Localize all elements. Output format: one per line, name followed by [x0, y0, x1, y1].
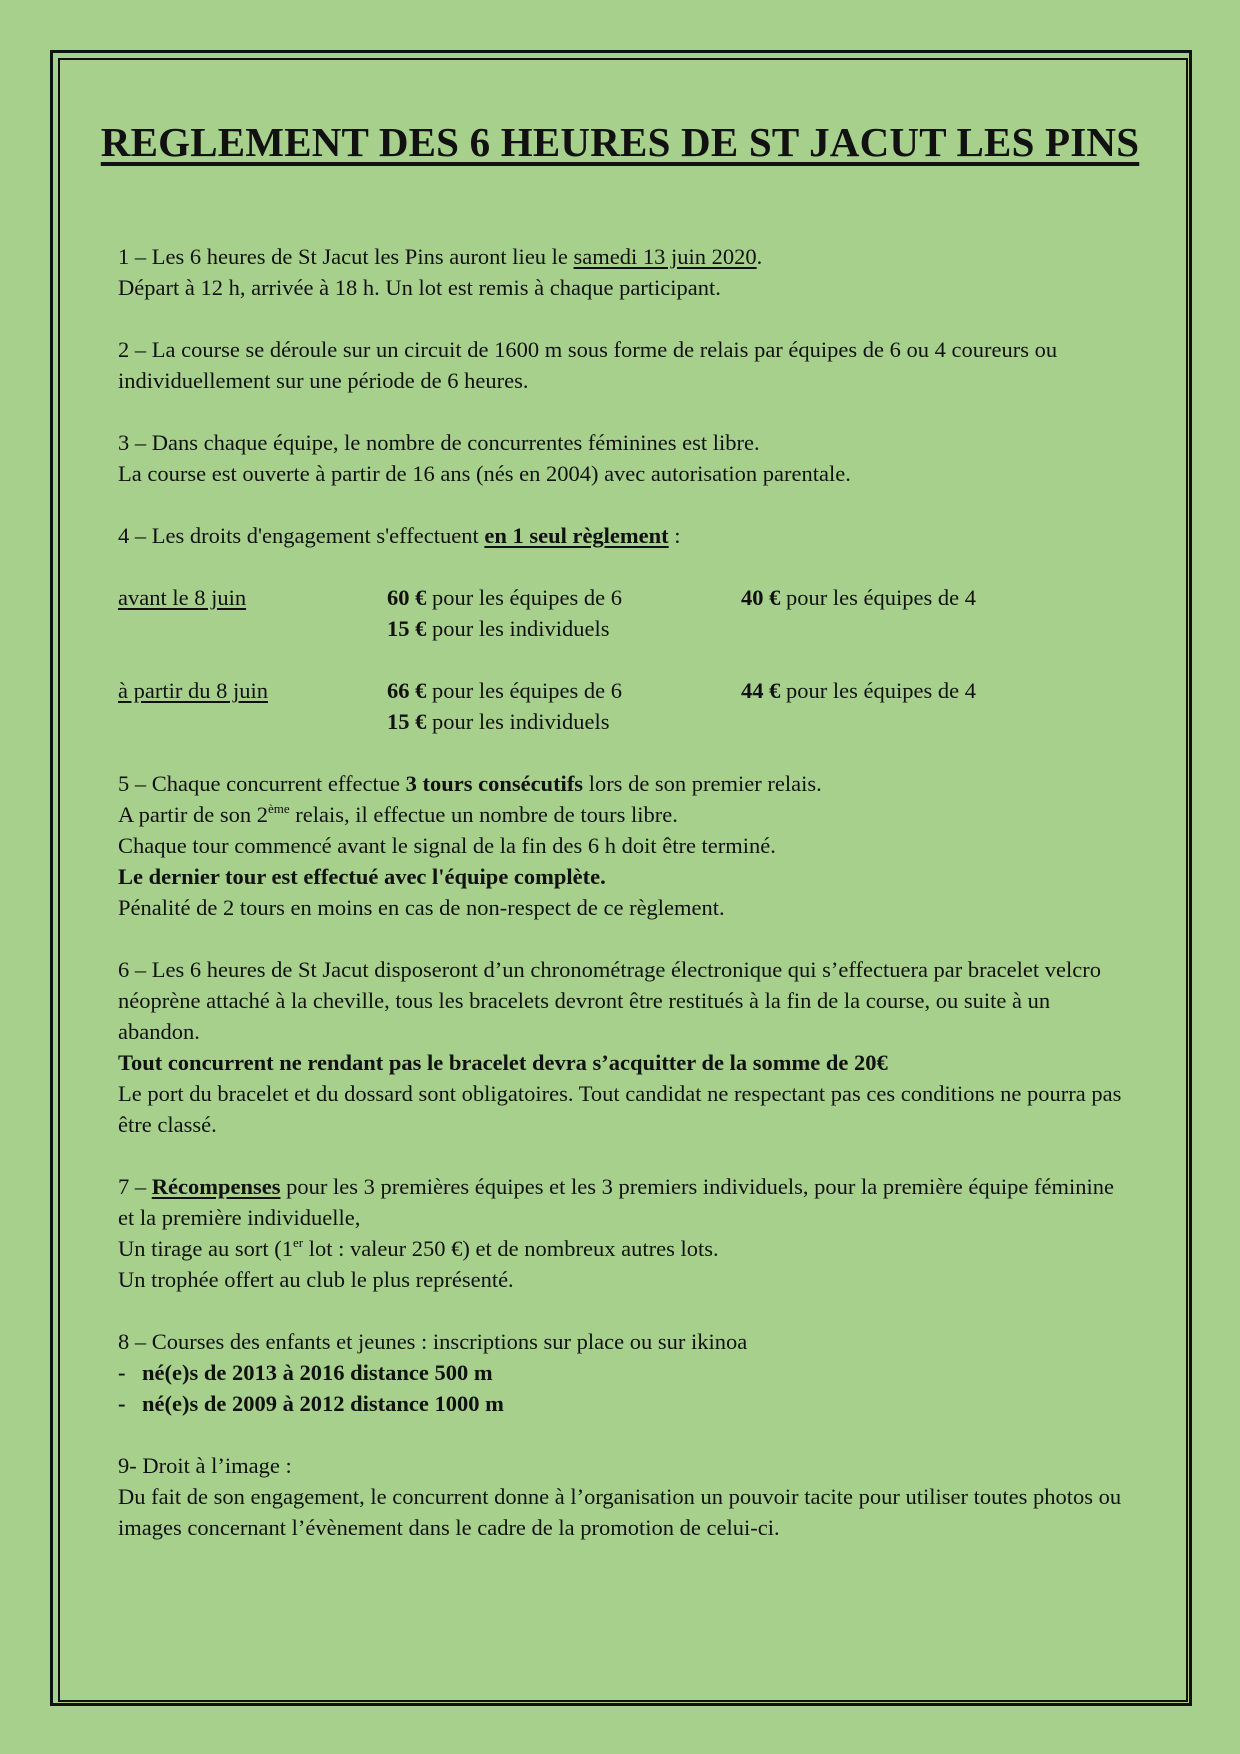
superscript: ème	[267, 801, 290, 816]
fee-label-individual: pour les individuels	[426, 709, 610, 734]
rule-6-bold-line: Tout concurrent ne rendant pas le bracelet devra s’acquitter de la somme de 20€	[118, 1050, 888, 1075]
fee-price-individual: 15 €	[387, 616, 427, 641]
fee-block-before	[118, 582, 1128, 644]
rule-7-emphasis: Récompenses	[151, 1174, 281, 1199]
fee-label-individual: pour les individuels	[426, 616, 610, 641]
rule-4-emphasis: en 1 seul règlement	[484, 523, 669, 548]
fee-price-team4: 40 €	[741, 585, 781, 610]
fee-row	[118, 706, 1128, 737]
fee-block-after	[118, 675, 1128, 737]
rule-7-line-3: Un trophée offert au club le plus représenté.	[118, 1267, 514, 1292]
rule-1-text: 1 – Les 6 heures de St Jacut les Pins auront lieu le	[118, 244, 574, 269]
fee-price-team6: 60 €	[387, 585, 427, 610]
rule-6	[118, 954, 1128, 1140]
rule-5-line-3: Chaque tour commencé avant le signal de la fin des 6 h doit être terminé.	[118, 833, 776, 858]
page-title: REGLEMENT DES 6 HEURES DE ST JACUT LES PINS	[100, 119, 1140, 165]
rule-5	[118, 768, 1128, 923]
list-dash: -	[118, 1360, 126, 1385]
rule-9-text: Du fait de son engagement, le concurrent donne à l’organisation un pouvoir tacite pour utiliser toutes photos ou images concernant l’évènement dans le cadre de la promotion de celui-ci.	[118, 1484, 1122, 1540]
superscript: er	[292, 1235, 304, 1250]
rule-4	[118, 520, 1128, 551]
fee-row	[118, 675, 1128, 706]
rule-5-line-2-end: relais, il effectue un nombre de tours libre.	[289, 802, 678, 827]
fee-price-team6: 66 €	[387, 678, 427, 703]
fee-period: à partir du 8 juin	[118, 678, 268, 703]
fee-row	[118, 582, 1128, 613]
rule-5-text-end: lors de son premier relais.	[583, 771, 822, 796]
rule-3-line-2: La course est ouverte à partir de 16 ans (nés en 2004) avec autorisation parentale.	[118, 461, 851, 486]
rule-7-line-2-end: lot : valeur 250 €) et de nombreux autres lots.	[303, 1236, 719, 1261]
rule-7-prefix: 7 –	[118, 1174, 152, 1199]
rule-3-line-1: 3 – Dans chaque équipe, le nombre de concurrentes féminines est libre.	[118, 430, 760, 455]
rule-1-schedule: Départ à 12 h, arrivée à 18 h. Un lot est remis à chaque participant.	[118, 275, 721, 300]
rule-9-heading: 9- Droit à l’image :	[118, 1453, 292, 1478]
list-item	[118, 1360, 493, 1385]
fee-period: avant le 8 juin	[118, 585, 247, 610]
list-dash: -	[118, 1391, 126, 1416]
rule-9	[118, 1450, 1128, 1543]
rule-7-line-2: Un tirage au sort (1	[118, 1236, 293, 1261]
rule-3	[118, 427, 1128, 489]
fee-price-team4: 44 €	[741, 678, 781, 703]
rule-5-penalty: Pénalité de 2 tours en moins en cas de non-respect de ce règlement.	[118, 895, 725, 920]
rule-2: 2 – La course se déroule sur un circuit de 1600 m sous forme de relais par équipes de 6 ou 4 coureurs ou individuellement sur une période de 6 heures.	[118, 337, 1058, 393]
rule-6-text-2: Le port du bracelet et du dossard sont obligatoires. Tout candidat ne respectant pas ces conditions ne pourra pas être classé.	[118, 1081, 1122, 1137]
fee-label-team4: pour les équipes de 4	[780, 678, 976, 703]
rule-8	[118, 1326, 1128, 1419]
rule-4-suffix: :	[668, 523, 681, 548]
rule-5-text: 5 – Chaque concurrent effectue	[118, 771, 406, 796]
rule-6-text: 6 – Les 6 heures de St Jacut disposeront d’un chronométrage électronique qui s’effectuera par bracelet velcro néoprène attaché à la cheville, tous les bracelets devront être restitués à la fin de la course, ou suite à un abandon.	[118, 957, 1101, 1044]
rule-5-line-2: A partir de son 2	[118, 802, 268, 827]
fee-label-team6: pour les équipes de 6	[426, 585, 622, 610]
rule-4-text: 4 – Les droits d'engagement s'effectuent	[118, 523, 485, 548]
fee-label-team6: pour les équipes de 6	[426, 678, 622, 703]
list-item-text: né(e)s de 2009 à 2012 distance 1000 m	[142, 1391, 504, 1416]
rules-content	[118, 241, 1128, 1574]
event-date: samedi 13 juin 2020	[573, 244, 757, 269]
rule-5-bold-line: Le dernier tour est effectué avec l'équipe complète.	[118, 864, 606, 889]
rule-7	[118, 1171, 1128, 1295]
rule-8-text: 8 – Courses des enfants et jeunes : inscriptions sur place ou sur ikinoa	[118, 1329, 748, 1354]
fee-price-individual: 15 €	[387, 709, 427, 734]
list-item-text: né(e)s de 2013 à 2016 distance 500 m	[142, 1360, 493, 1385]
list-item	[118, 1391, 504, 1416]
rule-1	[118, 241, 1128, 303]
fee-row	[118, 613, 1128, 644]
fee-label-team4: pour les équipes de 4	[780, 585, 976, 610]
rule-7-text: pour les 3 premières équipes et les 3 premiers individuels, pour la première équipe féminine et la première individuelle,	[118, 1174, 1114, 1230]
rule-1-suffix: .	[756, 244, 763, 269]
rule-5-emphasis: 3 tours consécutifs	[405, 771, 584, 796]
